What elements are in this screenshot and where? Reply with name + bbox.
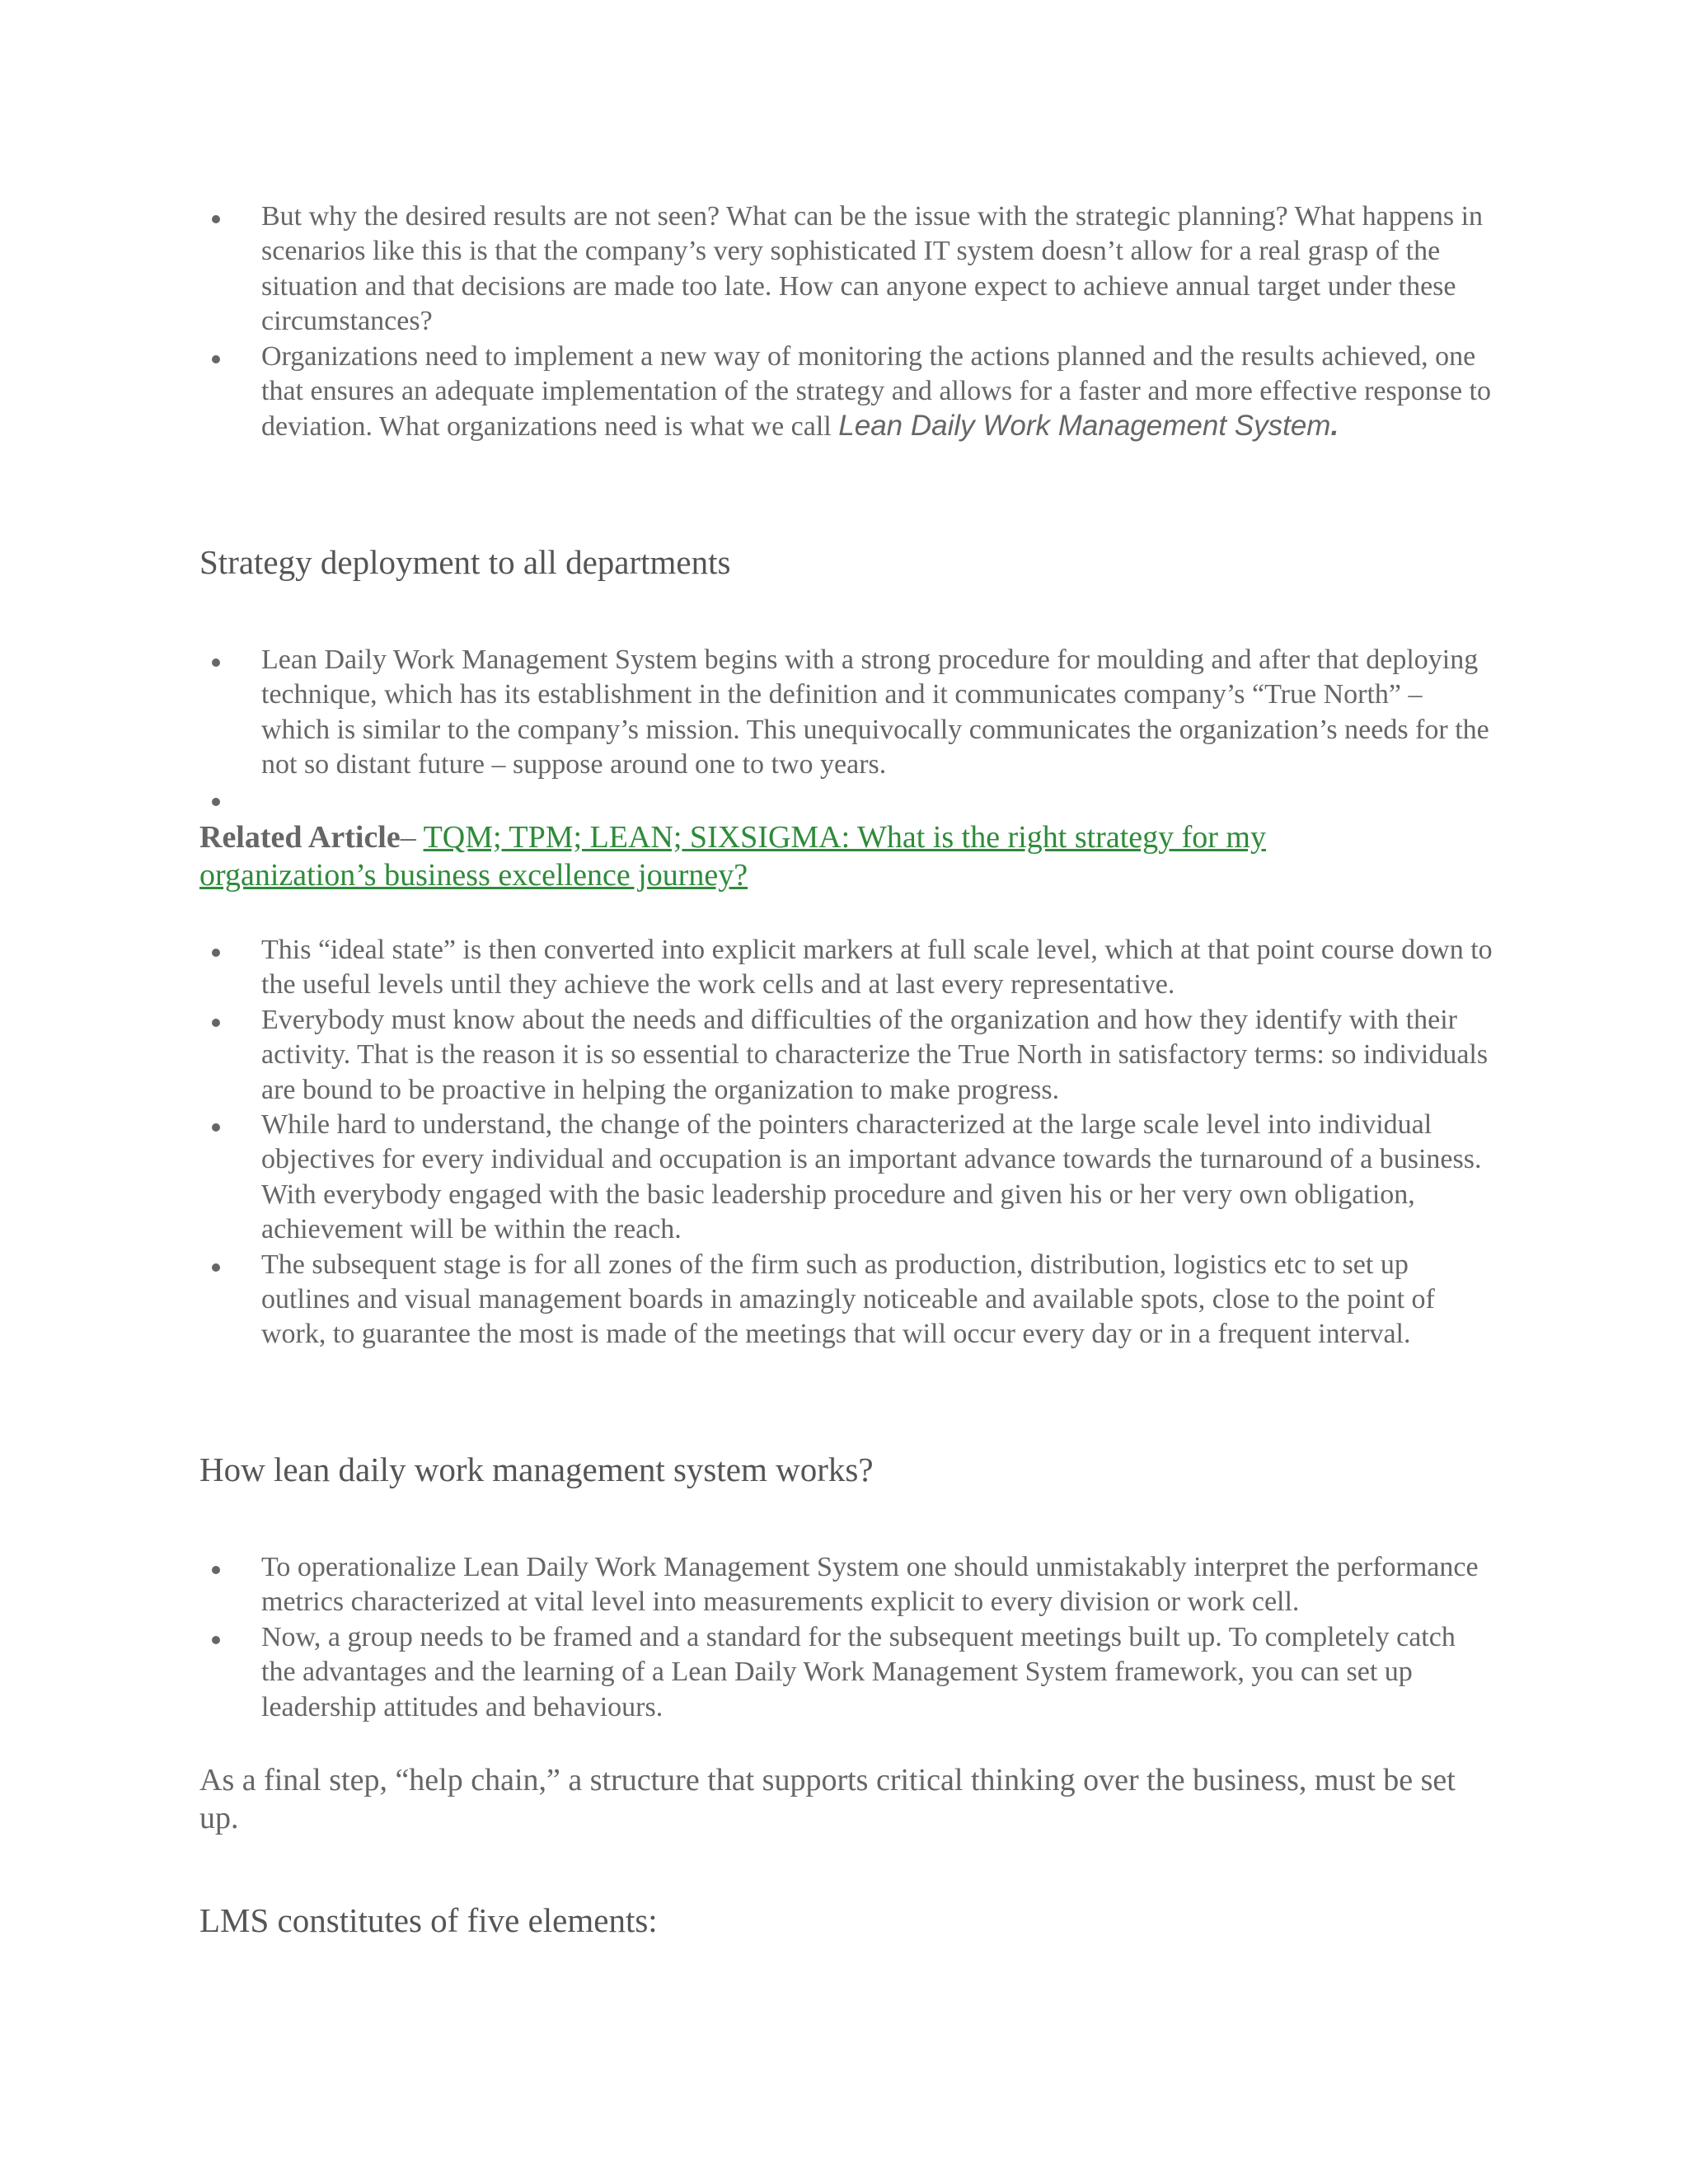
list-item-text: Organizations need to implement a new way of monitoring the actions planned and the results achieved, one that ensures an adequate implementation of the strategy and allows for a faster and more effective response to deviation. What organizations need is what we call <box>261 340 1491 443</box>
strategy-bullet-list <box>199 643 1493 783</box>
details-bullet-list <box>199 933 1493 1352</box>
emphasis-text: Lean Daily Work Management System <box>838 410 1331 443</box>
list-item: Lean Daily Work Management System begins with a strong procedure for moulding and after that deploying technique, which has its establishment in the definition and it communicates company’s “True North” – which is similar to the company’s mission. This unequivocally communicates the organization’s needs for the not so distant future – suppose around one to two years. <box>199 643 1493 783</box>
related-article-link[interactable]: TQM; TPM; LEAN; SIXSIGMA: What is the right strategy for my organization’s business excellence journey? <box>199 820 1266 893</box>
list-item: The subsequent stage is for all zones of the firm such as production, distribution, logistics etc to set up outlines and visual management boards in amazingly noticeable and available spots, close to the point of work, to guarantee the most is made of the meetings that will occur every day or in a frequent interval. <box>199 1248 1493 1352</box>
empty-bullet <box>212 798 220 806</box>
list-item: Everybody must know about the needs and difficulties of the organization and how they identify with their activity. That is the reason it is so essential to characterize the True North in satisfactory terms: so individuals are bound to be proactive in helping the organization to make progress. <box>199 1003 1493 1108</box>
related-article <box>199 818 1395 894</box>
list-item <box>199 340 1493 445</box>
section-heading-how-it-works: How lean daily work management system works? <box>199 1451 874 1488</box>
intro-list-block <box>199 199 1493 445</box>
intro-bullet-list <box>199 199 1493 445</box>
related-article-separator: – <box>400 820 416 855</box>
list-item: Now, a group needs to be framed and a standard for the subsequent meetings built up. To completely catch the advantages and the learning of a Lean Daily Work Management System framework, you can set up leadership attitudes and behaviours. <box>199 1620 1493 1725</box>
list-item: This “ideal state” is then converted into explicit markers at full scale level, which at that point course down to the useful levels until they achieve the work cells and at last every representative. <box>199 933 1493 1003</box>
related-article-label: Related Article <box>199 820 401 855</box>
strategy-list-block <box>199 643 1493 783</box>
final-step-paragraph: As a final step, “help chain,” a structure that supports critical thinking over the business, must be set up. <box>199 1763 1456 1835</box>
section-heading-lms-elements: LMS constitutes of five elements: <box>199 1901 658 1939</box>
how-bullet-list <box>199 1550 1493 1725</box>
final-step-paragraph-block <box>199 1761 1493 1837</box>
list-item: While hard to understand, the change of the pointers characterized at the large scale level into individual objectives for every individual and occupation is an important advance towards the turnaround of a business. With everybody engaged with the basic leadership procedure and given his or her very own obligation, achievement will be within the reach. <box>199 1108 1493 1248</box>
list-item: To operationalize Lean Daily Work Management System one should unmistakably interpret the performance metrics characterized at vital level into measurements explicit to every division or work cell. <box>199 1550 1493 1620</box>
details-list-block <box>199 933 1493 1352</box>
emphasis-end: . <box>1330 410 1339 443</box>
how-list-block <box>199 1550 1493 1725</box>
section-heading-strategy: Strategy deployment to all departments <box>199 543 731 581</box>
list-item: But why the desired results are not seen? What can be the issue with the strategic planning? What happens in scenarios like this is that the company’s very sophisticated IT system doesn’t allow for a real grasp of the situation and that decisions are made too late. How can anyone expect to achieve annual target under these circumstances? <box>199 199 1493 340</box>
